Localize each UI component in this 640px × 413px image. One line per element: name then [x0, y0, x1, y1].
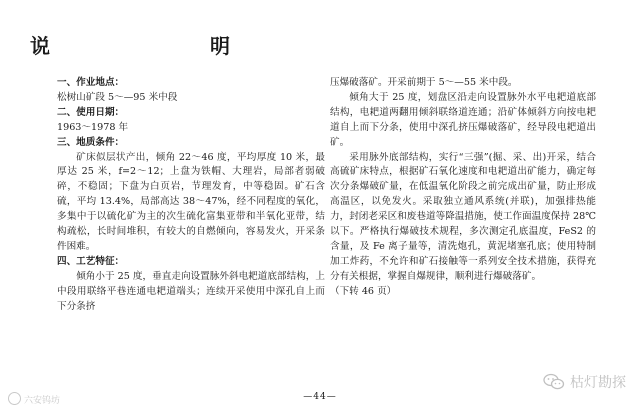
date-text: 1963～1978 年 — [57, 121, 129, 133]
section-heading-location: 一、作业地点： — [57, 77, 125, 88]
watermark-logo-icon — [8, 392, 21, 405]
process-paragraph-1: 倾角小于 25 度，垂直走向设置脉外斜电耙道底部结构，上中段用联络平巷连通电耙道端头；连续开采使用中深孔自上而下分条挤 — [57, 270, 325, 312]
watermark-left — [8, 392, 60, 406]
location-text: 松树山矿段 5～—95 米中段 — [57, 91, 178, 103]
page-number: —44— — [303, 392, 337, 402]
section-heading-process: 四、工艺特征： — [57, 255, 125, 267]
geology-paragraph: 矿床似层状产出，倾角 22～46 度，平均厚度 10 米，最厚达 25 米，f=2～12；上盘为铁帽、大理岩，局部者弱破碎，不稳固；下盘为白页岩，节理发育，中等稳固。矿石含硫，平均 13.4%，局部高达 38～47%，经不同程度的氧化，多集中于以硫化矿为主的次生硫化富集亚带和半氧化亚带，结构疏松，长时间堆积，有较大的自燃倾向，容易发火，开采条件困难。 — [57, 151, 325, 252]
process-paragraph-continued: 压爆破落矿。开采前期于 5～—55 米中段。 — [330, 77, 518, 88]
watermark-right-text: 枯灯勘探 — [570, 375, 626, 391]
watermark-left-text: 六安钨坊 — [24, 396, 61, 406]
left-column — [57, 76, 325, 315]
continued-note: （下转 46 页） — [330, 285, 397, 297]
watermark-right — [543, 372, 626, 392]
section-heading-date: 二、使用日期： — [57, 106, 125, 118]
right-column — [330, 76, 596, 300]
page-title: 说 明 — [30, 34, 270, 58]
process-paragraph-2: 倾角大于 25 度，划盘区沿走向设置脉外水平电耙道底部结构，电耙道两翻用倾斜联络道连通；沿矿体倾斜方向按电耙道自上而下分条，使用中深孔挤压爆破落矿，经导段电耙道出矿。 — [330, 91, 596, 148]
wechat-icon — [543, 373, 565, 391]
section-heading-geology: 三、地质条件： — [57, 136, 125, 148]
process-paragraph-3: 采用脉外底部结构，实行“三强”(掘、采、出)开采，结合高硫矿床特点，根据矿石氧化速度和电耙道出矿能力，确定每次分条爆破矿量，在低温氧化阶段之前完成出矿量，防止形成高温区，以免发火。采取独立通风系统(并联)，加强排热能力，封闭老采区和废巷道等降温措施，使工作面温度保持 28℃以下。严格执行爆破技术规程，多次测定孔底温度，FeS2 的含量，及 Fe 离子量等，清洗炮孔，黄泥堵塞孔底；使用特制加工炸药，不允许和矿石接触等一系列安全技术措施，获得充分有关根据，掌握自爆规律，顺利进行爆破落矿。 — [330, 151, 596, 282]
